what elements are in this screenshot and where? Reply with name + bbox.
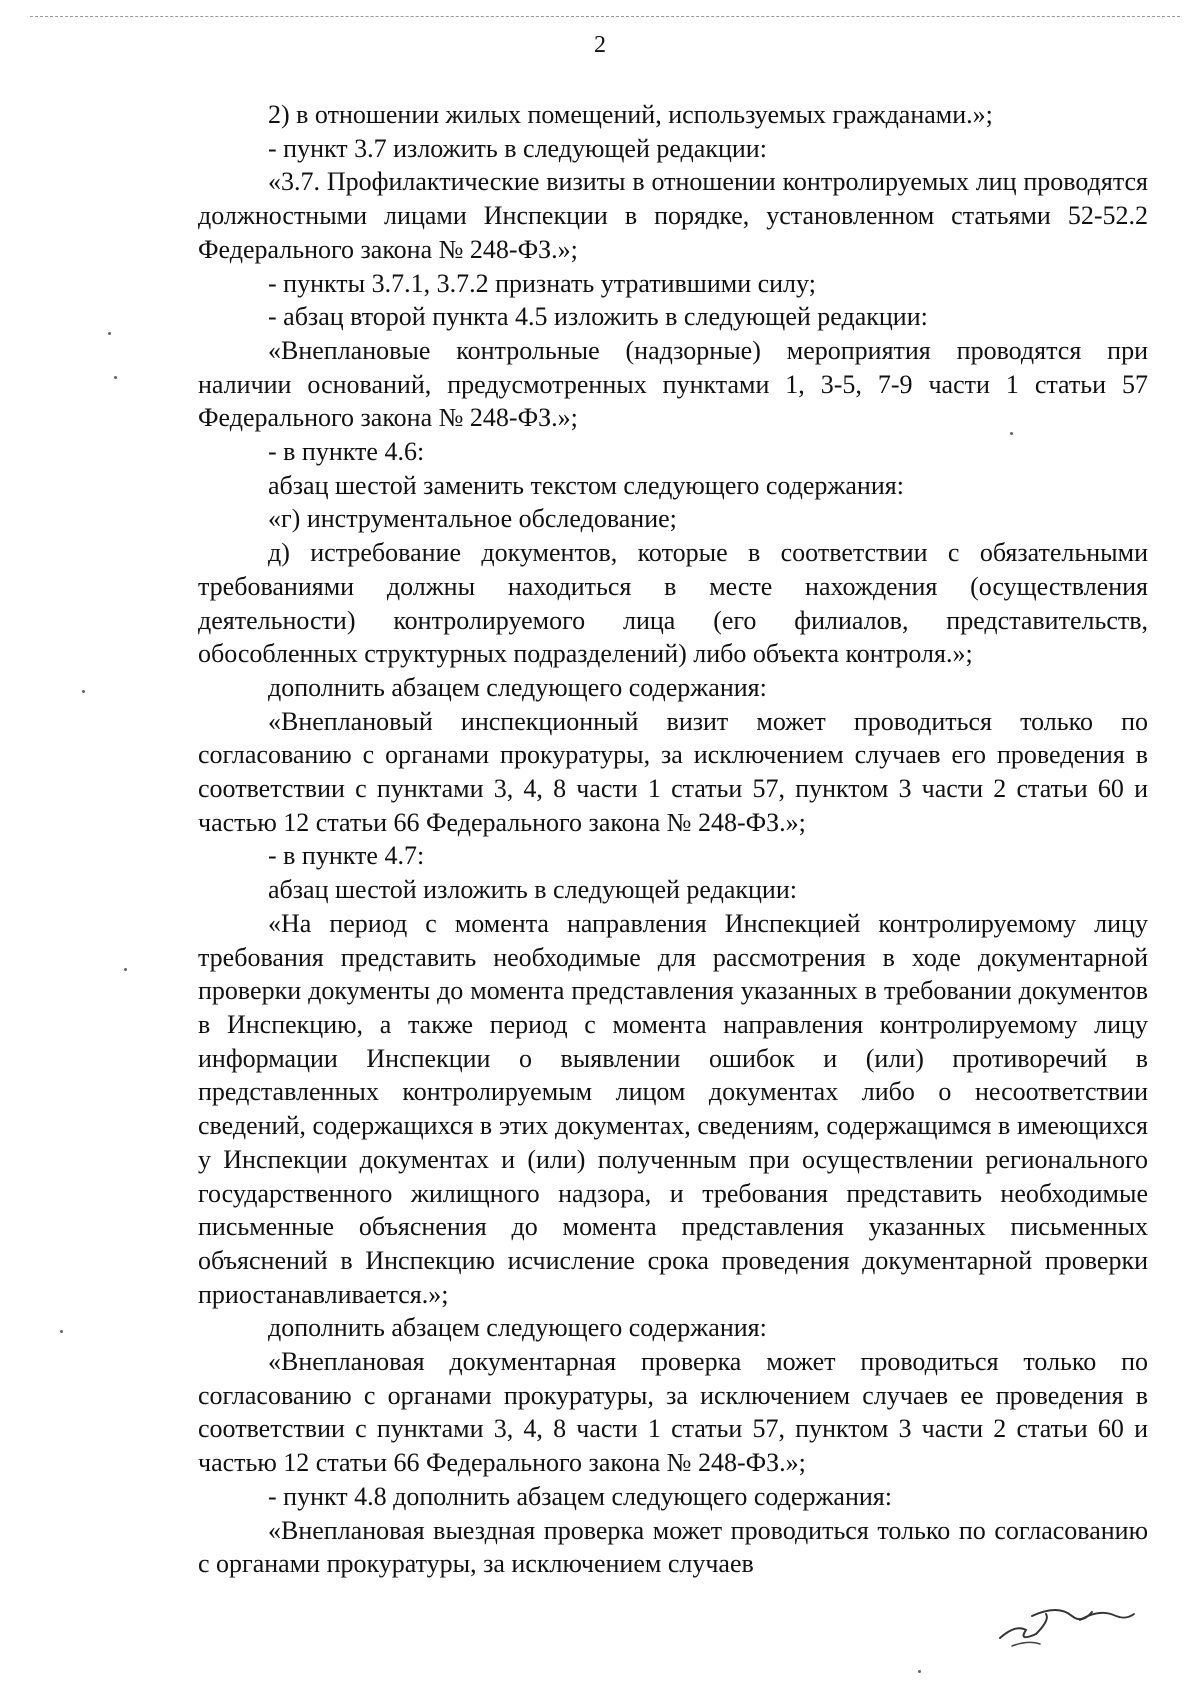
paragraph-2: - пункт 3.7 изложить в следующей редакции: [268, 133, 767, 163]
scan-speck [1010, 432, 1013, 435]
paragraph-3: «3.7. Профилактические визиты в отношении контролируемых лиц проводятся должностными лицами Инспекции в порядке, установленном статьями 52-52.2 Федерального закона № 248-ФЗ.»; [198, 167, 1148, 264]
scan-edge-line [30, 16, 1180, 17]
paragraph-10: д) истребование документов, которые в соответствии с обязательными требованиями должны находиться в месте нахождения (осуществления деятельности) контролируемого лица (его филиалов, представительств, обособленных структурных подразделений) либо объекта контроля.»; [198, 538, 1148, 669]
paragraph-14: абзац шестой изложить в следующей редакции: [268, 875, 797, 905]
paragraph-4: - пункты 3.7.1, 3.7.2 признать утратившими силу; [268, 268, 816, 298]
paragraph-8: абзац шестой заменить текстом следующего содержания: [268, 470, 904, 500]
scan-speck [60, 1330, 63, 1333]
page-number: 2 [594, 32, 606, 58]
paragraph-1: 2) в отношении жилых помещений, используемых гражданами.»; [268, 100, 993, 129]
paragraph-9: «г) инструментальное обследование; [268, 504, 677, 534]
paragraph-13: - в пункте 4.7: [268, 841, 425, 871]
paragraph-17: «Внеплановая документарная проверка может проводиться только по согласованию с органами прокуратуры, за исключением случаев ее проведения в соответствии с пунктами 3, 4, 8 части 1 статьи 57, пунктом 3 части 2 статьи 60 и частью 12 статьи 66 Федерального закона № 248-ФЗ.»; [198, 1347, 1148, 1478]
paragraph-12: «Внеплановый инспекционный визит может проводиться только по согласованию с органами прокуратуры, за исключением случаев его проведения в соответствии с пунктами 3, 4, 8 части 1 статьи 57, пунктом 3 части 2 статьи 60 и частью 12 статьи 66 Федерального закона № 248-ФЗ.»; [198, 706, 1148, 837]
paragraph-6: «Внеплановые контрольные (надзорные) мероприятия проводятся при наличии оснований, предусмотренных пунктами 1, 3-5, 7-9 части 1 статьи 57 Федерального закона № 248-ФЗ.»; [198, 335, 1148, 433]
paragraph-5: - абзац второй пункта 4.5 изложить в следующей редакции: [268, 302, 928, 332]
scan-speck [918, 1670, 921, 1673]
paragraph-19: «Внеплановая выездная проверка может проводиться только по согласованию с органами прокуратуры, за исключением случаев [198, 1515, 1148, 1579]
scan-speck [124, 968, 127, 971]
scan-speck [82, 690, 85, 693]
page-body [198, 98, 1148, 1581]
paragraph-16: дополнить абзацем следующего содержания: [268, 1313, 767, 1343]
paragraph-18: - пункт 4.8 дополнить абзацем следующего содержания: [268, 1481, 892, 1511]
paragraph-15: «На период с момента направления Инспекцией контролируемому лицу требования представить необходимые для рассмотрения в ходе документарной проверки документы до момента представления указанных в требовании документов в Инспекцию, а также период с момента направления контролируемому лицу информации Инспекции о выявлении ошибок и (или) противоречий в представленных контролируемым лицом документах либо о несоответствии сведений, содержащихся в этих документах, сведениям, содержащимся в имеющихся у Инспекции документах и (или) полученным при осуществлении регионального государственного жилищного надзора, и требования представить необходимые письменные объяснения до момента представления указанных письменных объяснений в Инспекцию исчисление срока проведения документарной проверки приостанавливается.»; [198, 908, 1148, 1309]
initials-signature [988, 1594, 1138, 1654]
scan-speck [108, 332, 111, 335]
paragraph-11: дополнить абзацем следующего содержания: [268, 672, 767, 702]
paragraph-7: - в пункте 4.6: [268, 437, 425, 467]
scan-speck [114, 376, 117, 379]
